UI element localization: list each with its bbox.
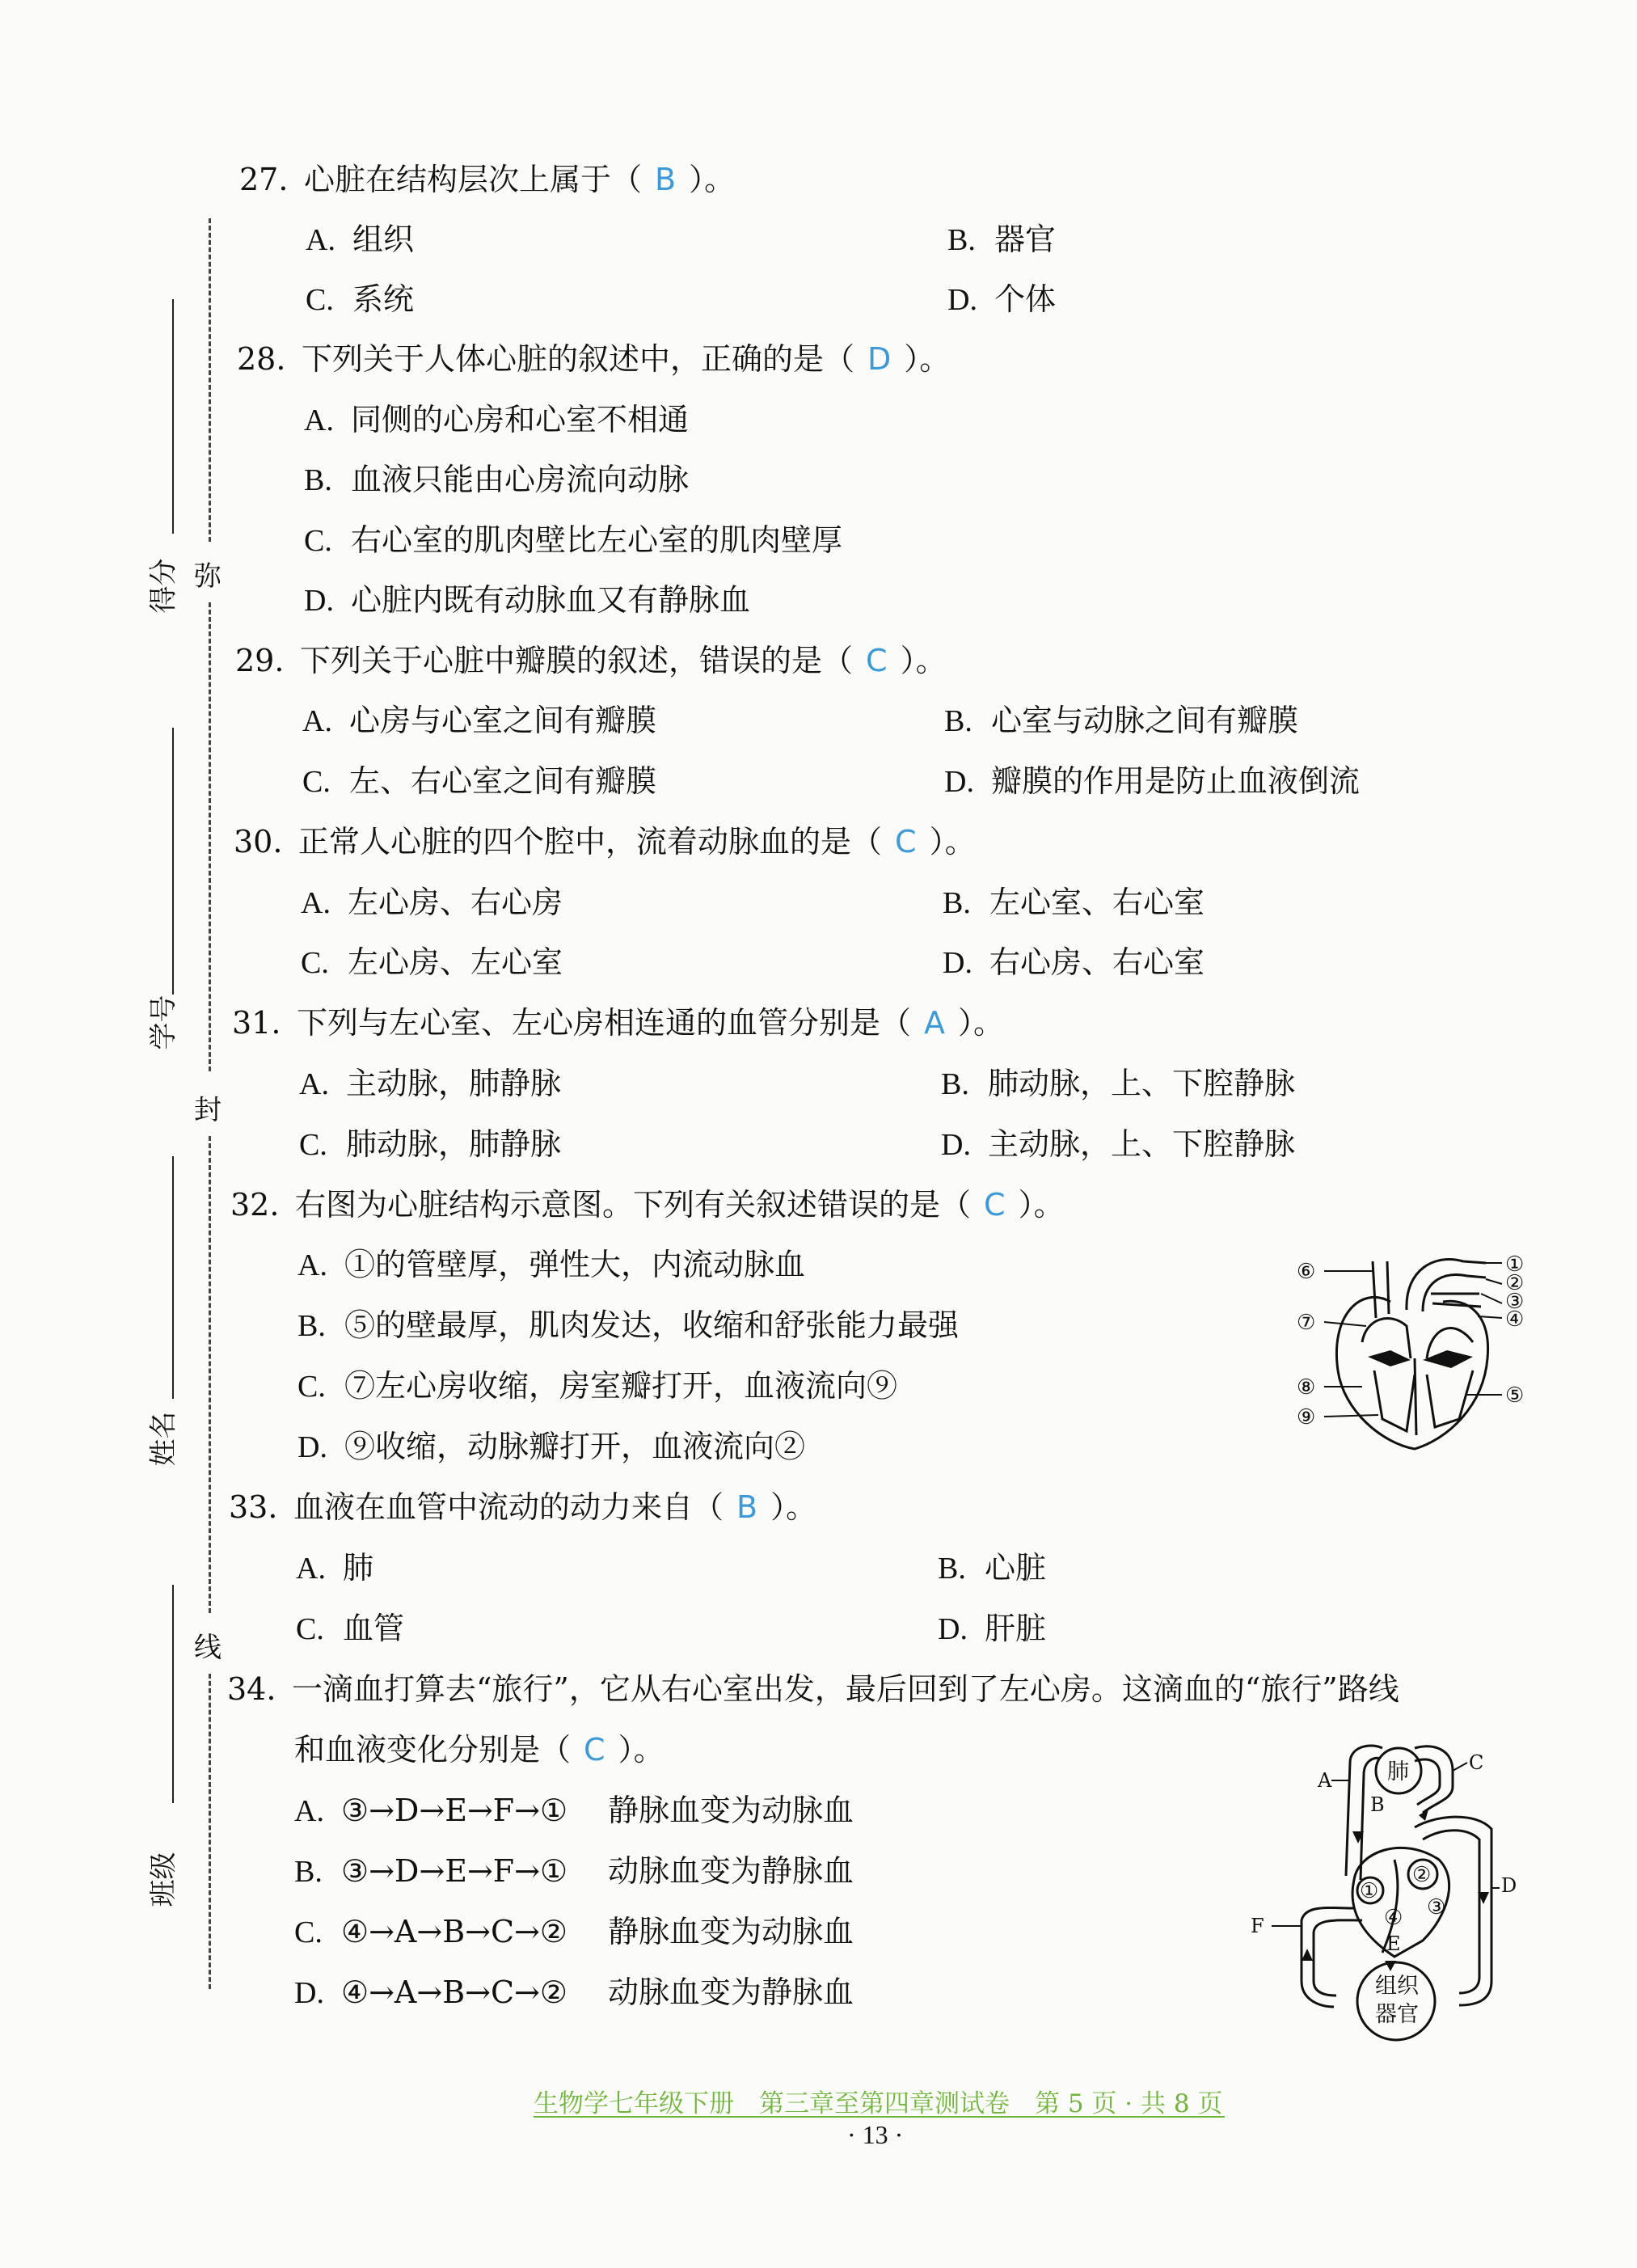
option-33-a: A. 肺 — [296, 1550, 374, 1586]
letter-e: E — [1386, 1932, 1401, 1955]
seal-dashed-line-mid1 — [209, 602, 211, 1071]
option-27-c: C. 系统 — [306, 281, 415, 317]
option-30-a: A. 左心房、右心房 — [301, 885, 563, 920]
page-number: · 13 · — [847, 2120, 904, 2149]
option-27-a: A. 组织 — [306, 222, 415, 257]
option-27-b: B. 器官 — [947, 222, 1057, 257]
name-label: 姓名 — [147, 1411, 180, 1467]
option-31-a: A. 主动脉，肺静脉 — [299, 1066, 562, 1101]
question-stem: 心脏在结构层次上属于（ — [304, 162, 643, 197]
option-34-b: B. ③→D→E→F→① 动脉血变为静脉血 — [294, 1853, 854, 1889]
chamber-2: ② — [1412, 1863, 1432, 1887]
letter-a: A — [1318, 1769, 1332, 1792]
heart-label-5: ⑤ — [1505, 1383, 1525, 1408]
margin-line-2 — [172, 728, 174, 995]
question-34: 34. 一滴血打算去“旅行”，它从右心室出发，最后回到了左心房。这滴血的“旅行”路线 — [227, 1671, 1399, 1707]
tissue-label-2: 器官 — [1375, 2002, 1419, 2027]
answer: C — [895, 824, 917, 859]
heart-label-6: ⑥ — [1297, 1260, 1316, 1284]
question-28: 28. 下列关于人体心脏的叙述中，正确的是（ D ）。 — [237, 341, 951, 377]
option-31-c: C. 肺动脉，肺静脉 — [299, 1126, 562, 1162]
question-27 — [239, 164, 735, 195]
option-27-d: D. 个体 — [947, 281, 1057, 317]
seal-dashed-line-bottom — [209, 1674, 211, 1989]
question-33: 33. 血液在血管中流动的动力来自（ B ）。 — [229, 1489, 817, 1525]
option-28-c: C. 右心室的肌肉壁比左心室的肌肉壁厚 — [304, 522, 843, 558]
chamber-4: ④ — [1384, 1906, 1403, 1930]
option-30-c: C. 左心房、左心室 — [301, 944, 563, 980]
chamber-3: ③ — [1427, 1895, 1446, 1920]
option-33-c: C. 血管 — [296, 1611, 405, 1646]
option-32-c: C. ⑦左心房收缩，房室瓣打开，血液流向⑨ — [297, 1368, 898, 1404]
heart-label-9: ⑨ — [1297, 1405, 1316, 1430]
heart-label-4: ④ — [1505, 1307, 1525, 1332]
answer: A — [924, 1005, 946, 1041]
seal-char-xian: 线 — [194, 1632, 222, 1664]
option-34-d: D. ④→A→B→C→② 动脉血变为静脉血 — [294, 1974, 854, 2010]
heart-label-7: ⑦ — [1297, 1311, 1316, 1335]
answer: C — [984, 1187, 1006, 1223]
letter-d: D — [1501, 1874, 1517, 1897]
answer: D — [867, 341, 892, 377]
option-28-b: B. 血液只能由心房流向动脉 — [304, 462, 690, 497]
option-31-d: D. 主动脉，上、下腔静脉 — [941, 1126, 1296, 1162]
lung-label: 肺 — [1387, 1759, 1409, 1784]
chamber-1: ① — [1360, 1879, 1379, 1903]
option-34-c: C. ④→A→B→C→② 静脉血变为动脉血 — [294, 1914, 854, 1949]
option-33-d: D. 肝脏 — [938, 1611, 1047, 1646]
option-31-b: B. 肺动脉，上、下腔静脉 — [941, 1066, 1296, 1101]
option-33-b: B. 心脏 — [938, 1550, 1047, 1586]
answer: B — [736, 1489, 758, 1525]
option-28-a: A. 同侧的心房和心室不相通 — [304, 402, 690, 437]
option-30-b: B. 左心室、右心室 — [943, 885, 1205, 920]
heart-label-2: ② — [1505, 1271, 1525, 1295]
tissue-label-1: 组织 — [1375, 1974, 1419, 1999]
seal-dashed-line-top — [209, 218, 211, 542]
class-label: 班级 — [147, 1852, 180, 1907]
option-32-d: D. ⑨收缩，动脉瓣打开，血液流向② — [297, 1429, 806, 1464]
score-label: 得分 — [147, 558, 180, 614]
question-tail: ）。 — [689, 162, 736, 197]
answer: C — [866, 643, 888, 678]
option-29-b: B. 心室与动脉之间有瓣膜 — [944, 703, 1299, 738]
option-32-b: B. ⑤的壁最厚，肌肉发达，收缩和舒张能力最强 — [297, 1307, 960, 1343]
margin-line-4 — [172, 1585, 174, 1803]
question-31: 31. 下列与左心室、左心房相连通的血管分别是（ A ）。 — [232, 1005, 1005, 1041]
question-32: 32. 右图为心脏结构示意图。下列有关叙述错误的是（ C ）。 — [230, 1187, 1065, 1223]
circulation-diagram — [1241, 1738, 1532, 2042]
option-32-a: A. ①的管壁厚，弹性大，内流动脉血 — [297, 1247, 806, 1282]
seal-char-feng: 封 — [194, 1094, 222, 1126]
option-29-d: D. 瓣膜的作用是防止血液倒流 — [944, 763, 1361, 799]
letter-c: C — [1469, 1751, 1484, 1774]
question-number: 27. — [239, 162, 289, 197]
option-29-c: C. 左、右心室之间有瓣膜 — [302, 763, 657, 799]
letter-f: F — [1251, 1915, 1264, 1937]
option-30-d: D. 右心房、右心室 — [943, 944, 1205, 980]
heart-label-1: ① — [1505, 1252, 1525, 1277]
question-29: 29. 下列关于心脏中瓣膜的叙述，错误的是（ C ）。 — [235, 643, 947, 678]
question-34-line2: 和血液变化分别是（ C ）。 — [294, 1732, 665, 1768]
question-30: 30. 正常人心脏的四个腔中，流着动脉血的是（ C ）。 — [234, 824, 976, 859]
option-28-d: D. 心脏内既有动脉血又有静脉血 — [304, 582, 751, 618]
seal-char-mi: 弥 — [194, 560, 222, 593]
seal-dashed-line-mid2 — [209, 1136, 211, 1613]
margin-line-3 — [172, 1156, 174, 1399]
option-34-a: A. ③→D→E→F→① 静脉血变为动脉血 — [294, 1793, 854, 1828]
heart-label-3: ③ — [1505, 1290, 1525, 1314]
student-id-label: 学号 — [147, 995, 180, 1050]
letter-b: B — [1370, 1793, 1385, 1816]
footer-text: 生物学七年级下册 第三章至第四章测试卷 第 5 页 · 共 8 页 — [534, 2089, 1223, 2118]
answer: B — [655, 162, 677, 197]
option-29-a: A. 心房与心室之间有瓣膜 — [302, 703, 657, 738]
heart-label-8: ⑧ — [1297, 1375, 1316, 1400]
margin-line-1 — [172, 299, 174, 534]
footer-underline — [534, 2116, 1225, 2118]
heart-diagram — [1293, 1237, 1536, 1463]
answer: C — [584, 1732, 605, 1768]
